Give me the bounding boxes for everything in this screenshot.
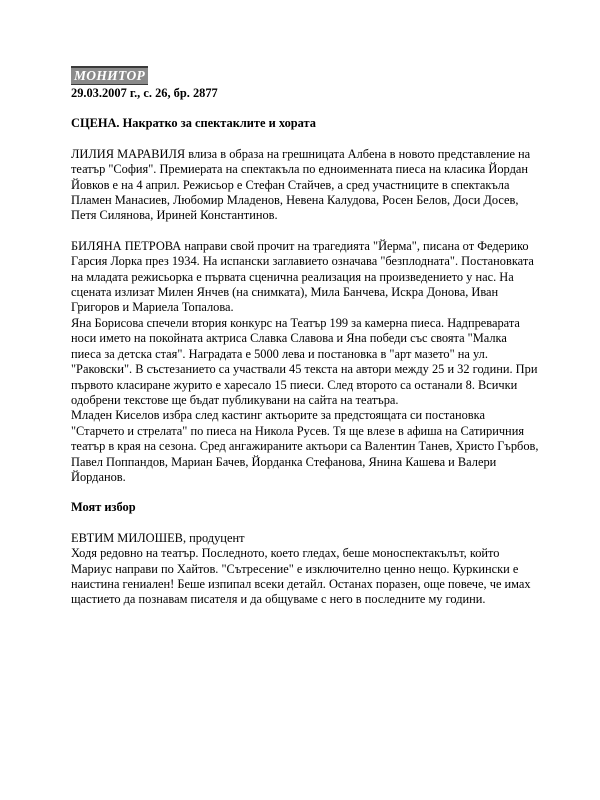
paragraph-borisova: Яна Борисова спечели втория конкурс на Театър 199 за камерна пиеса. Надпреварата носи името на покойната актриса Славка Славова и Яна победи със своята "Малка пиеса за детска стая". Наградата е 5000 лева и постановка в "арт мазето" на ул. "Раковски". В състезанието са участвали 45 текста на автори между 25 и 32 години. При първото класиране журито е харесало 15 пиеси. След второто са останали 8. Всички одобрени текстове ще бъдат публикувани на сайта на театъра. — [71, 315, 538, 407]
choice-block — [71, 531, 539, 608]
article-page — [71, 66, 539, 608]
paragraph-kiselov: Младен Киселов избра след кастинг актьорите за предстоящата си постановка "Старчето и стрелата" по пиеса на Никола Русев. Тя ще влезе в афиша на Сатиричния театър в края на сезона. Сред ангажираните актьори са Валентин Танев, Христо Гърбов, Павел Поппандов, Мариан Бачев, Йорданка Стефанова, Янина Кашева и Валери Йорданов. — [71, 408, 539, 484]
choice-heading: Моят избор — [71, 500, 136, 515]
news-block-1 — [71, 147, 539, 224]
publication-meta: 29.03.2007 г., с. 26, бр. 2877 — [71, 86, 218, 100]
paragraph-petrova: БИЛЯНА ПЕТРОВА направи свой прочит на трагедията "Йерма", писана от Федерико Гарсия Лорка през 1934. На испански заглавието означава "безплодната". Постановката на младата режисьорка е първата сценична реализация на произведението у нас. На сцената излизат Милен Янчев (на снимката), Мила Банчева, Искра Донова, Иван Григоров и Мариела Топалова. — [71, 238, 534, 315]
monitor-logo: МОНИТОР — [71, 66, 148, 85]
news-block-2 — [71, 239, 539, 486]
choice-author: ЕВТИМ МИЛОШЕВ, продуцент — [71, 530, 245, 545]
section-heading: СЦЕНА. Накратко за спектаклите и хората — [71, 116, 316, 131]
paragraph-maravilya: ЛИЛИЯ МАРАВИЛЯ влиза в образа на грешницата Албена в новото представление на театър "София". Премиерата на спектакъла по едноименната пиеса на класика Йордан Йовков е на 4 април. Режисьор е Стефан Стайчев, а сред участниците в спектакъла Пламен Манасиев, Любомир Младенов, Невена Калудова, Росен Белов, Доси Досев, Петя Силянова, Ириней Константинов. — [71, 146, 531, 223]
choice-text: Ходя редовно на театър. Последното, което гледах, беше моноспектакълът, който Мариус направи по Хайтов. "Сътресение" е изключително ценно нещо. Куркински е наистина гениален! Беше изпипал всеки детайл. Останах поразен, още повече, че имах щастието да познавам писателя и да общуваме с него в последните му години. — [71, 546, 531, 607]
